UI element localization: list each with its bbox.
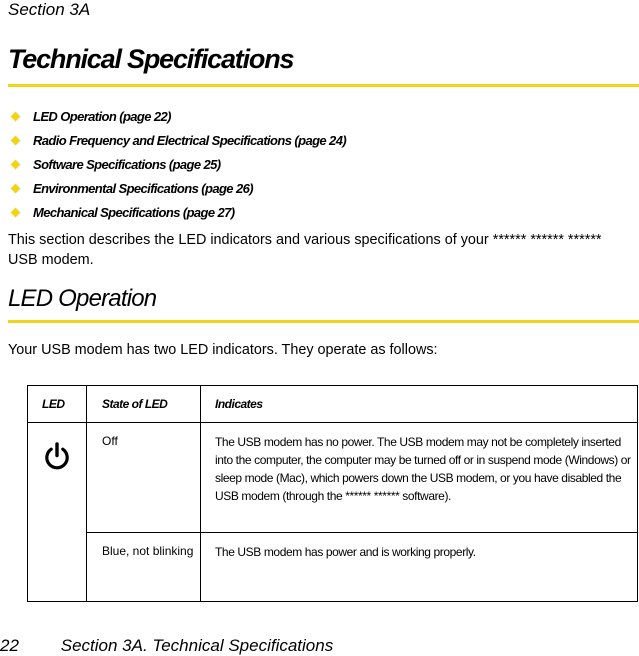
diamond-bullet-icon: [11, 159, 21, 169]
list-item: [8, 200, 346, 224]
section-contents-list: [8, 104, 346, 224]
column-header-led: LED: [28, 386, 87, 423]
led-icon-cell: [28, 423, 87, 602]
indicates-cell: The USB modem has power and is working properly.: [201, 533, 638, 602]
diamond-bullet-icon: [11, 135, 21, 145]
page-footer: [0, 636, 333, 656]
diamond-bullet-icon: [11, 183, 21, 193]
table-header-row: [28, 386, 638, 423]
toc-link-mechanical-specifications[interactable]: Mechanical Specifications (page 27): [33, 204, 235, 220]
diamond-bullet-icon: [11, 111, 21, 121]
footer-section-title: Section 3A. Technical Specifications: [60, 636, 334, 655]
toc-link-software-specifications[interactable]: Software Specifications (page 25): [33, 156, 221, 172]
list-item: [8, 176, 346, 200]
indicates-cell: The USB modem has no power. The USB modem may not be completely inserted into the computer, the computer may be turned off or in suspend mode (Windows) or sleep mode (Mac), which powers down the USB modem, or you have disabled the USB modem (through the ****** ****** software).: [201, 423, 638, 533]
toc-link-environmental-specifications[interactable]: Environmental Specifications (page 26): [33, 180, 253, 196]
toc-link-radio-frequency[interactable]: Radio Frequency and Electrical Specifications (page 24): [33, 132, 347, 148]
list-item: [8, 128, 346, 152]
list-item: [8, 104, 346, 128]
toc-link-led-operation[interactable]: LED Operation (page 22): [33, 108, 171, 124]
section-heading: LED Operation: [8, 285, 157, 312]
column-header-indicates: Indicates: [201, 386, 638, 423]
title-rule: [8, 84, 639, 87]
column-header-state: State of LED: [87, 386, 201, 423]
section-tag: Section 3A: [8, 0, 91, 19]
table-row: [28, 423, 638, 533]
section-rule: [8, 320, 639, 323]
power-icon: [42, 441, 72, 471]
state-cell: Off: [87, 423, 201, 533]
diamond-bullet-icon: [11, 207, 21, 217]
led-table: [27, 385, 638, 602]
list-item: [8, 152, 346, 176]
page-title: Technical Specifications: [8, 44, 294, 74]
page-number: 22: [0, 636, 19, 655]
state-cell: Blue, not blinking: [87, 533, 201, 602]
intro-paragraph: This section describes the LED indicators and various specifications of your ****** ****** ****** USB modem.: [8, 232, 602, 268]
section-lead-paragraph: Your USB modem has two LED indicators. They operate as follows:: [8, 342, 438, 358]
table-row: [28, 533, 638, 602]
